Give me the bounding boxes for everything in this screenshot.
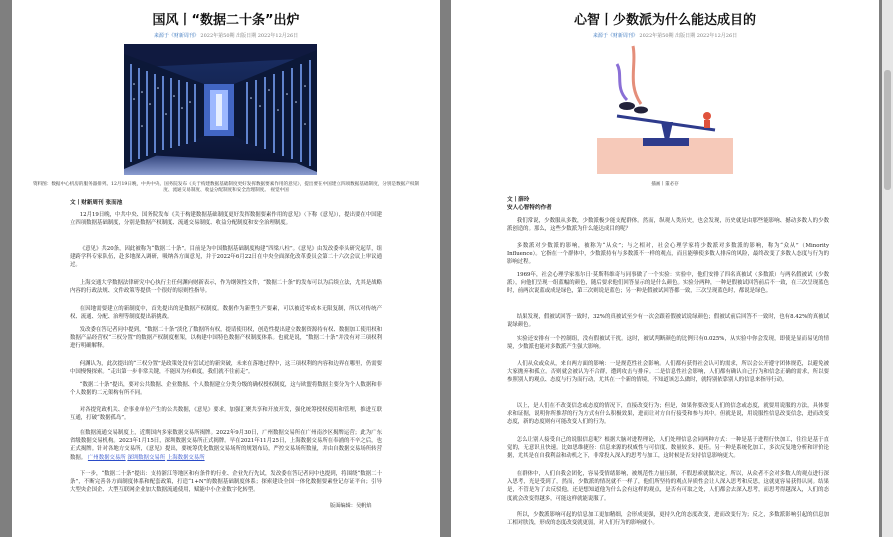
- meta-source-link[interactable]: 来源于《财新周刊》: [153, 33, 199, 39]
- article-paragraph: 怎么让别人接受自己的说服信息呢？根据大脑对进程理论，人们处理信息会同两种方式：一种是基于进程行快加工，往往是基于直觉的，无意识且快速。比如思维捷径：信息来源的权威性与可信度、数量较多、更佳。另一种是系统化加工，多次反复地分析和评价论据，尤其是在自我利益和动机之下，非常投入深入的思考与加工，这时候是否支持信息影响更大。: [507, 437, 829, 460]
- article-paragraph: 多数派对少数派的影响，被称为“从众”；与之相对，社会心理学家将少数派对多数派的影响，称为“众从”（Minority Influence）。它指在一个群体中，少数派持有与多数派不一样的观点，而且能够使多数人排斥的风险，最终改变了多数人态度与行为的影响过程。: [507, 243, 829, 266]
- article-paragraph: 结果发现，假被试回答一致时，32%的真被试至少有一次会跟着假被试说绿颜色；假被试前后回答不一致时，也有8.42%的真被试说绿颜色。: [507, 314, 829, 329]
- article-paragraph: 1969年，社会心理学家塞尔日·莫斯科维奇与同事做了一个实验：实验中，他们安排了四名真被试（多数派）与两名假被试（少数派），向他们呈现一组蓝幅的颜色，随后要求他们回答显示的是什么颜色。实验分两种，一种是假被试回答前后不一致，在三次呈现蓝色时，前两次说蓝或成是绿色，第三次则说是蓝色；另一种是假被试回答都一致，三次呈现蓝色时，都说是绿色。: [507, 272, 829, 295]
- photo-caption: 资料图：数据中心机房的服务器排列。12月19日晚，中共中央、国务院发布《关于构建数据基础制度更好发挥数据要素作用的意见》，提出要在中国建立四项数据基础制度，分别是数据产权制度、流通交易制度、收益分配制度和安全治理制度。 视觉中国: [32, 182, 420, 193]
- article-byline: 文丨薛玲: [507, 197, 530, 203]
- article-paragraph: 以上，是人们在不改变信念或态度的情况下，直接改变行为；但是，如果你要改变人们的信念或态度，就要用说服的方法，具体要求和证据，说明你所推荐的行为方式有什么积极效果，进而让对方自行接受和参与其中。但就是说，用说服性信息改变信念，进而改变态度，新的态度则有可能改变人们的行为。: [507, 403, 829, 426]
- article-page-left: [12, 0, 440, 537]
- link-shenzhen-exchange[interactable]: 深圳数据交易所: [127, 454, 166, 461]
- link-shanghai-exchange[interactable]: 上海数据交易所: [166, 454, 205, 461]
- article-paragraph: 所以，少数派影响可起的信息加工更加精细，会形成更强，更持久化的态度改变，进而改变行为；反之，多数派影响引起的信息加工相对肤浅，形成的态度改变就更弱，对人们行为的影响就小。: [507, 512, 829, 527]
- seesaw-illustration: [597, 44, 733, 174]
- article-byline: 文丨财新周刊 张而池: [70, 200, 123, 206]
- article-paragraph: 上海交通大学数据法律研究中心执行主任何渊向财新表示，作为纲领性文件，“数据二十条”的发布可以为后续立法，尤其是战略内容的行政法规、文件政策等提供一个很好的原则性指导。: [70, 280, 382, 295]
- article-paragraph: 何渊认为，此次提出的“三权分置”是政策处没有尝试过的新突破，未来在落地过程中，这三项权利的内容和边界在哪里，仍需要中国慢慢探索。“走出第一步非常关键，不能因为有难度，我们就不往前走”。: [70, 361, 382, 376]
- article-paragraph: 发改委在答记者问中提到，“数据二十条”淡化了数据所有权，提请使用权，创造性提出建立数据资源持有权、数据加工使用权和数据产品经营权“三权分置”的数据产权制度框架，以构建中国特色数据产权制度体系。也就是说，“数据二十条”并没有对三项权利进行明确解释。: [70, 327, 382, 350]
- article-meta: [451, 32, 879, 39]
- server-room-photo: [124, 44, 317, 175]
- article-paragraph: 12月19日晚，中共中央、国务院发布《关于构建数据基础制度更好发挥数据要素作用的意见》（下称《意见》），提出要在中国建立四项数据基础制度，分别是数据产权制度、流通交易制度、收益分配制度和安全治理制度。: [70, 212, 382, 227]
- article-title: 心智丨少数派为什么能达成目的: [573, 13, 756, 28]
- meta-source-link[interactable]: 来源于《财新周刊》: [592, 33, 638, 39]
- article-paragraph: 下一步，“数据二十条”提出：支持浙江等地区和有条件的行业、企业先行先试，发改委在答记者问中也提到，将围绕“数据二十条”，不断完善各方面制度体系和配套政策，打造“1+N”的数据基础制度体系；探索建设全国一体化数据要素登记存证平台；引导大型央企国企、大型互联网企业加大数据流通使用，赋能中小企业数字化转型。: [70, 471, 382, 494]
- illustration-caption: 插画丨董必存: [651, 182, 679, 187]
- article-title: 国风丨“数据二十条”出炉: [152, 13, 300, 28]
- article-paragraph-with-links: [70, 429, 382, 462]
- paragraph-text: 在数据流通交易制度上，近期国内多家数据交易所揭牌。2022年9月30日，广州数据交易所在广州南沙区揭牌运营；此为广东省级数据交易机构。2023年1月15日，深圳数据交易所正式揭牌。早在2021年11月25日，上海数据交易所在奉浦的不辛之后，也正式揭牌。针对各地方交易所，《意见》提出，要统筹优化数据交易场所的规划布局，严控交易场所数量，并由自数据交易场所转营数据。: [70, 430, 382, 461]
- link-guangzhou-exchange[interactable]: 广州数据交易所: [87, 454, 126, 461]
- article-meta: [12, 32, 440, 39]
- author-affiliation: 安人心智特约作者: [507, 205, 552, 211]
- article-paragraph: 在群体中，人们自我会团化，容易受情绪影响，被规范性力量压制，不假思索就做决定。所以，从众者不会对多数人的观点进行深入思考，光是受到了，然而，少数派的情况就不一样了，他们所坚持的观点异质性会让人深入思考和反思，这就更容易获得认同。结果是，不管是为了去反驳他，还是想知道他为什么会有这样的观点，是否有可取之处，人们都会去深入思考，而思考得越深入，人们的态度就会改变得越多，可能这样就能说服了。: [507, 471, 829, 502]
- scrollbar-thumb[interactable]: [884, 70, 891, 190]
- page-editor: 版面编辑：吴帆焰: [330, 503, 372, 509]
- article-paragraph: 我们常说，少数服从多数，少数派极少能支配群体。然而，纵观人类历史，也会发现，历史就是由那些能影响、撼动多数人的少数派创造的。那么，这些少数派为什么能达成目的呢？: [507, 218, 829, 233]
- article-paragraph: 对各提党政机关、企事业单位产生的公共数据，《意见》要求，加强汇聚共享和开放开发，强化统筹授权使用和管理，推进互联互通，打破“数据孤岛”。: [70, 407, 382, 422]
- article-paragraph: 人们从众或众从，来自两方面的影响：一是规范性社会影响。人们都有获得社会认可的需求，所以会公开遵守团体规范，以避免被大家抛弃和孤立。否则就会被认为不合群，遭到攻击与排斥。二是信息性社会影响，人们都有确认自己行为和信念正确的需求，所以要参照别人的观点、态度与行为而行动，尤其在一个新的情境，不知道该怎么做时，就特别依靠别人的信息来指导行动。: [507, 361, 829, 384]
- article-paragraph: 实验还安排有一个控制组，没有假被试干扰。这时，被试判断颜色的比例只有0.025%，从实验中你会发现，即使是显而易见的情境，少数派也能对多数派产生强大影响。: [507, 336, 829, 351]
- article-page-right: [451, 0, 879, 537]
- article-paragraph: 在因地需要建立的新制度中，首先提出的是数据产权制度。数据作为新型生产要素，可以被近零成本无限复制，所以对传统产权、流通、分配、治理等制度提出新挑战。: [70, 306, 382, 321]
- article-paragraph: 《意见》共20条，因此被称为“数据二十条”。目前是为中国数据基础制度构建“四梁八柱”。《意见》由发改委牵头研究起草，组建跨学科专家队伍，赴多地深入调研，吸纳各方面意见，并于2022年6月22日在中央全面深化改革委员会第二十六次会议上审议通过。: [70, 246, 382, 269]
- meta-issue-date: 2022年第50期 出版日期 2022年12月26日: [198, 33, 299, 39]
- article-paragraph: “数据二十条”提出，要对公共数据、企业数据、个人数据建立分类分级的确权授权制度，这与欧盟将数据主要分为个人数据和非个人数据的二元架构有所不同。: [70, 382, 382, 397]
- meta-issue-date: 2022年第50期 出版日期 2022年12月26日: [637, 33, 738, 39]
